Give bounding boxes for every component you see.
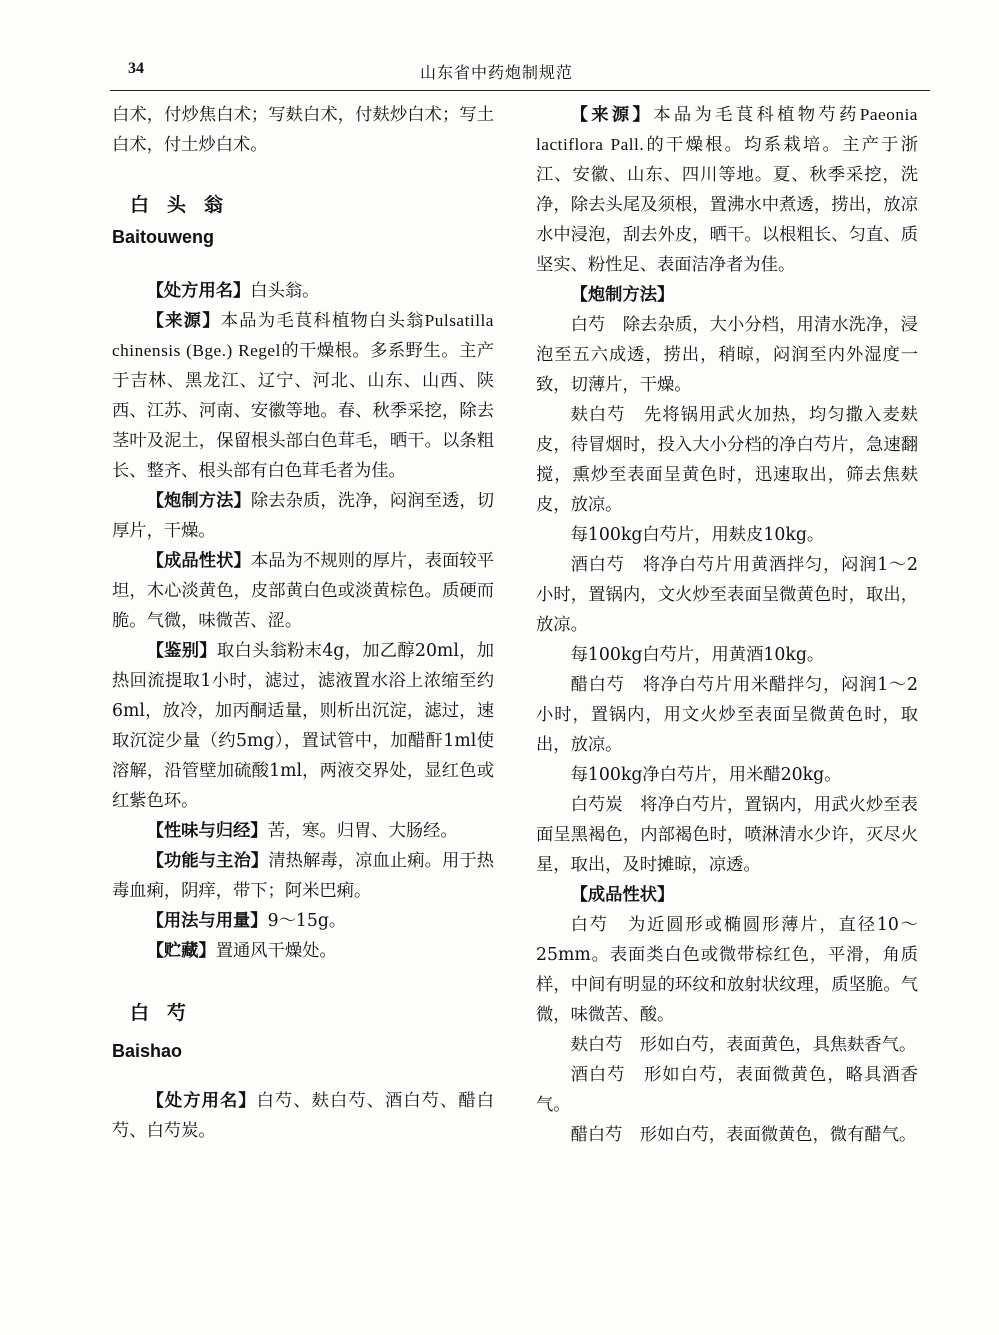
- baishao-source-label: 【来源】: [570, 105, 654, 125]
- method-cubaishao-text: 将净白芍片用米醋拌匀，闷润1～2小时，置锅内，用文火炒至表面呈微黄色时，取出，放凉。: [536, 675, 918, 755]
- props-jiubaishao: [536, 1060, 918, 1120]
- storage-section: [112, 936, 494, 966]
- baishao-source-section: [536, 100, 918, 280]
- method-baishaotan-text: 将净白芍片，置锅内，用武火炒至表面呈黑褐色，内部褐色时，喷淋清水少许，灭尽火星，取出，及时摊晾，凉透。: [536, 795, 918, 875]
- method-baishao-name: 白芍: [570, 315, 606, 335]
- properties-section: [112, 546, 494, 636]
- rx-name-label: 【处方用名】: [146, 281, 251, 301]
- props-cubaishao: [536, 1120, 918, 1150]
- method-fubaishao-text: 先将锅用武火加热，均匀撒入麦麸皮，待冒烟时，投入大小分档的净白芍片，急速翻搅，熏炒至表面呈黄色时，迅速取出，筛去焦麸皮，放凉。: [536, 405, 918, 515]
- dosage-label: 【用法与用量】: [146, 911, 268, 931]
- function-label: 【功能与主治】: [146, 851, 269, 871]
- taste-meridian-section: [112, 816, 494, 846]
- entry-title-baitouweng: 白头翁: [130, 194, 242, 216]
- properties-text: 本品为不规则的厚片，表面较平坦，木心淡黄色，皮部黄白色或淡黄棕色。质硬而脆。气微，味微苦、涩。: [112, 551, 494, 631]
- function-section: [112, 846, 494, 906]
- baishao-properties-label: 【成品性状】: [570, 885, 675, 905]
- baishao-source-text-a: 本品为毛茛科植物芍药: [653, 105, 860, 125]
- method-text: 除去杂质，洗净，闷润至透，切厚片，干燥。: [112, 491, 494, 541]
- method-jiubaishao: [536, 550, 918, 640]
- storage-label: 【贮藏】: [146, 941, 216, 961]
- page-number: 34: [128, 60, 144, 77]
- entry-pinyin-baishao: Baishao: [112, 1041, 183, 1061]
- source-text-a: 本品为毛茛科植物白头翁: [220, 311, 425, 331]
- source-text-b: 的干燥根。多系野生。主产于吉林、黑龙江、辽宁、河北、山东、山西、陕西、江苏、河南、安徽等地。春、秋季采挖，除去茎叶及泥土，保留根头部白色茸毛，晒干。以条粗长、整齐、根头部有白色茸毛者为佳。: [112, 341, 494, 481]
- props-cubaishao-text: 形如白芍，表面微黄色，微有醋气。: [639, 1125, 917, 1145]
- baishao-source-latin-name: Paeonia lactiflora Pall.: [536, 105, 918, 154]
- storage-text: 置通风干燥处。: [215, 941, 337, 961]
- props-baishao: [536, 910, 918, 1030]
- taste-meridian-label: 【性味与归经】: [146, 821, 268, 841]
- method-baishaotan: [536, 790, 918, 880]
- method-jiubaishao-ratio: 每100kg白芍片，用黄酒10kg。: [570, 645, 825, 665]
- entry-title-baishao: 白芍: [130, 1002, 205, 1024]
- method-fubaishao-name: 麸白芍: [570, 405, 626, 425]
- rx-name-section: [112, 276, 494, 306]
- dosage-text: 9～15g。: [267, 911, 347, 931]
- baishao-source-text-b: 的干燥根。均系栽培。主产于浙江、安徽、山东、四川等地。夏、秋季采挖，洗净，除去头尾及须根，置沸水中煮透，捞出，放凉水中浸泡，刮去外皮，晒干。以根粗长、匀直、质坚实、粉性足、表面洁净者为佳。: [536, 135, 918, 275]
- rx-name-text: 白头翁。: [250, 281, 320, 301]
- baishao-rx-name-label: 【处方用名】: [146, 1091, 257, 1111]
- method-jiubaishao-text: 将净白芍片用黄酒拌匀，闷润1～2小时，置锅内，文火炒至表面呈微黄色时，取出，放凉。: [536, 555, 918, 635]
- source-label: 【来源】: [146, 311, 221, 331]
- props-fubaishao: [536, 1030, 918, 1060]
- identification-label: 【鉴别】: [146, 641, 217, 661]
- right-column: [536, 100, 918, 1150]
- method-section: [112, 486, 494, 546]
- method-cubaishao-name: 醋白芍: [570, 675, 625, 695]
- props-cubaishao-name: 醋白芍: [570, 1125, 623, 1145]
- method-baishao: [536, 310, 918, 400]
- baishao-rx-name-section: [112, 1086, 494, 1146]
- identification-text: 取白头翁粉末4g，加乙醇20ml，加热回流提取1小时，滤过，滤液置水浴上浓缩至约6ml，放冷，加丙酮适量，则析出沉淀，滤过，速取沉淀少量（约5mg），置试管中，加醋酐1ml使溶解，沿管壁加硫酸1ml，两液交界处，显红色或红紫色环。: [112, 641, 494, 811]
- method-label: 【炮制方法】: [146, 491, 251, 511]
- baishao-method-label: 【炮制方法】: [570, 285, 675, 305]
- source-latin-name: Pulsatilla chinensis (Bge.) Regel: [112, 311, 494, 360]
- running-title: 山东省中药炮制规范: [420, 63, 574, 82]
- method-cubaishao: [536, 670, 918, 760]
- identification-section: [112, 636, 494, 816]
- props-fubaishao-text: 形如白芍，表面黄色，具焦麸香气。: [639, 1035, 917, 1055]
- props-fubaishao-name: 麸白芍: [570, 1035, 623, 1055]
- carryover-paragraph: 白术，付炒焦白术；写麸白术，付麸炒白术；写土白术，付土炒白术。: [112, 105, 494, 155]
- left-column: [112, 100, 494, 1146]
- header-rule: [110, 90, 930, 91]
- dosage-section: [112, 906, 494, 936]
- props-jiubaishao-name: 酒白芍: [570, 1065, 626, 1085]
- function-text: 清热解毒，凉血止痢。用于热毒血痢，阴痒，带下；阿米巴痢。: [112, 851, 494, 901]
- props-baishao-name: 白芍: [570, 915, 609, 935]
- method-baishao-text: 除去杂质，大小分档，用清水洗净，浸泡至五六成透，捞出，稍晾，闷润至内外湿度一致，切薄片，干燥。: [536, 315, 918, 395]
- method-jiubaishao-name: 酒白芍: [570, 555, 625, 575]
- properties-label: 【成品性状】: [146, 551, 251, 571]
- props-baishao-text: 为近圆形或椭圆形薄片，直径10～25mm。表面类白色或微带棕红色，平滑，角质样，中间有明显的环纹和放射状纹理，质坚脆。气微，味微苦、酸。: [536, 915, 918, 1025]
- page-header: [110, 58, 930, 88]
- method-baishaotan-name: 白芍炭: [570, 795, 623, 815]
- source-section: [112, 306, 494, 486]
- method-cubaishao-ratio: 每100kg净白芍片，用米醋20kg。: [570, 765, 842, 785]
- props-jiubaishao-text: 形如白芍，表面微黄色，略具酒香气。: [536, 1065, 918, 1115]
- method-fubaishao: [536, 400, 918, 520]
- taste-meridian-text: 苦，寒。归胃、大肠经。: [267, 821, 458, 841]
- method-fubaishao-ratio: 每100kg白芍片，用麸皮10kg。: [570, 525, 825, 545]
- baishao-properties-heading: [536, 880, 918, 910]
- entry-pinyin-baitouweng: Baitouweng: [112, 227, 214, 247]
- baishao-rx-name-text: 白芍、麸白芍、酒白芍、醋白芍、白芍炭。: [112, 1091, 494, 1141]
- baishao-method-heading: [536, 280, 918, 310]
